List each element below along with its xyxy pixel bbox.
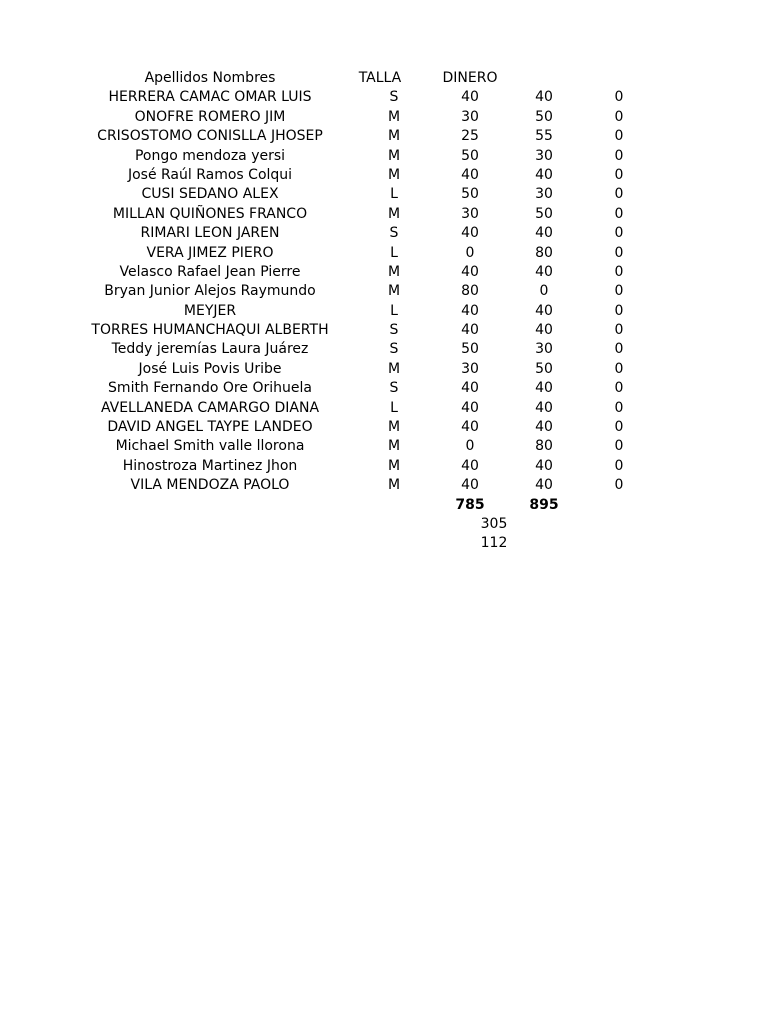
talla-cell: L — [390, 399, 398, 416]
value-a-cell: 40 — [461, 302, 479, 319]
value-a-cell: 0 — [465, 438, 475, 455]
value-a-cell: 50 — [461, 341, 479, 358]
value-a-cell: 40 — [461, 399, 479, 416]
talla-cell: M — [387, 419, 401, 436]
talla-cell: S — [389, 341, 399, 358]
value-b-cell: 50 — [535, 205, 553, 222]
talla-cell: S — [389, 89, 399, 106]
name-cell: Smith Fernando Ore Orihuela — [108, 380, 312, 397]
table-row — [0, 108, 768, 127]
value-b-cell: 40 — [535, 477, 553, 494]
total-b: 895 — [529, 496, 559, 513]
value-b-cell: 40 — [535, 457, 553, 474]
talla-cell: S — [389, 225, 399, 242]
talla-cell: M — [387, 128, 401, 145]
talla-cell: M — [387, 108, 401, 125]
value-b-cell: 40 — [535, 89, 553, 106]
table-row — [0, 127, 768, 146]
value-b-cell: 0 — [539, 283, 549, 300]
total-a: 785 — [455, 496, 485, 513]
spreadsheet-page — [0, 69, 768, 554]
value-c-cell: 0 — [614, 186, 624, 203]
table-row — [0, 302, 768, 321]
name-cell: Teddy jeremías Laura Juárez — [111, 341, 309, 358]
value-c-cell: 0 — [614, 477, 624, 494]
value-b-cell: 40 — [535, 419, 553, 436]
extra-row — [0, 534, 768, 553]
table-row — [0, 224, 768, 243]
value-a-cell: 40 — [461, 457, 479, 474]
value-a-cell: 40 — [461, 419, 479, 436]
table-row — [0, 244, 768, 263]
value-a-cell: 40 — [461, 322, 479, 339]
extra-value: 305 — [480, 515, 508, 532]
header-row — [0, 69, 768, 88]
totals-row — [0, 496, 768, 515]
value-a-cell: 0 — [465, 244, 475, 261]
value-a-cell: 40 — [461, 89, 479, 106]
talla-cell: M — [387, 205, 401, 222]
table-row — [0, 437, 768, 456]
name-cell: ONOFRE ROMERO JIM — [134, 108, 286, 125]
table-row — [0, 185, 768, 204]
extra-value: 112 — [480, 535, 508, 552]
value-c-cell: 0 — [614, 302, 624, 319]
value-a-cell: 40 — [461, 477, 479, 494]
value-c-cell: 0 — [614, 108, 624, 125]
value-b-cell: 50 — [535, 108, 553, 125]
value-b-cell: 40 — [535, 225, 553, 242]
name-cell: Hinostroza Martinez Jhon — [122, 457, 298, 474]
table-row — [0, 476, 768, 495]
table-row — [0, 166, 768, 185]
value-c-cell: 0 — [614, 166, 624, 183]
table-row — [0, 88, 768, 107]
value-c-cell: 0 — [614, 380, 624, 397]
value-b-cell: 40 — [535, 399, 553, 416]
talla-cell: M — [387, 147, 401, 164]
value-c-cell: 0 — [614, 457, 624, 474]
value-c-cell: 0 — [614, 341, 624, 358]
value-a-cell: 30 — [461, 360, 479, 377]
table-row — [0, 205, 768, 224]
value-a-cell: 40 — [461, 166, 479, 183]
value-a-cell: 30 — [461, 205, 479, 222]
value-c-cell: 0 — [614, 283, 624, 300]
name-cell: José Luis Povis Uribe — [138, 360, 282, 377]
table-row — [0, 147, 768, 166]
value-b-cell: 40 — [535, 166, 553, 183]
value-b-cell: 55 — [535, 128, 553, 145]
table-row — [0, 282, 768, 301]
name-cell: TORRES HUMANCHAQUI ALBERTH — [91, 322, 329, 339]
value-a-cell: 40 — [461, 225, 479, 242]
talla-cell: L — [390, 186, 398, 203]
value-b-cell: 40 — [535, 263, 553, 280]
table-row — [0, 379, 768, 398]
value-b-cell: 30 — [535, 147, 553, 164]
name-cell: AVELLANEDA CAMARGO DIANA — [100, 399, 320, 416]
value-a-cell: 40 — [461, 380, 479, 397]
value-c-cell: 0 — [614, 128, 624, 145]
table-row — [0, 457, 768, 476]
talla-cell: M — [387, 166, 401, 183]
table-row — [0, 263, 768, 282]
value-b-cell: 40 — [535, 380, 553, 397]
value-b-cell: 80 — [535, 438, 553, 455]
value-c-cell: 0 — [614, 225, 624, 242]
value-c-cell: 0 — [614, 205, 624, 222]
talla-cell: L — [390, 244, 398, 261]
talla-cell: M — [387, 283, 401, 300]
value-c-cell: 0 — [614, 263, 624, 280]
name-cell: VERA JIMEZ PIERO — [146, 244, 274, 261]
value-b-cell: 40 — [535, 322, 553, 339]
talla-cell: M — [387, 263, 401, 280]
value-c-cell: 0 — [614, 419, 624, 436]
table-row — [0, 399, 768, 418]
talla-cell: M — [387, 457, 401, 474]
name-cell: Bryan Junior Alejos Raymundo — [104, 283, 316, 300]
value-a-cell: 40 — [461, 263, 479, 280]
name-cell: DAVID ANGEL TAYPE LANDEO — [107, 419, 313, 436]
extra-row — [0, 515, 768, 534]
value-c-cell: 0 — [614, 322, 624, 339]
value-b-cell: 40 — [535, 302, 553, 319]
value-c-cell: 0 — [614, 244, 624, 261]
value-a-cell: 25 — [461, 128, 479, 145]
talla-cell: S — [389, 380, 399, 397]
name-cell: RIMARI LEON JAREN — [140, 225, 280, 242]
value-a-cell: 50 — [461, 147, 479, 164]
header-talla: TALLA — [358, 70, 402, 86]
value-c-cell: 0 — [614, 89, 624, 106]
table-row — [0, 418, 768, 437]
value-c-cell: 0 — [614, 147, 624, 164]
talla-cell: M — [387, 438, 401, 455]
table-row — [0, 321, 768, 340]
value-c-cell: 0 — [614, 399, 624, 416]
name-cell: CUSI SEDANO ALEX — [141, 186, 279, 203]
value-b-cell: 30 — [535, 186, 553, 203]
value-b-cell: 30 — [535, 341, 553, 358]
value-b-cell: 80 — [535, 244, 553, 261]
talla-cell: S — [389, 322, 399, 339]
name-cell: Velasco Rafael Jean Pierre — [119, 263, 301, 280]
header-dinero: DINERO — [442, 70, 498, 86]
value-c-cell: 0 — [614, 360, 624, 377]
table-row — [0, 340, 768, 359]
table-body — [0, 88, 768, 495]
name-cell: Michael Smith valle llorona — [115, 438, 305, 455]
table-row — [0, 360, 768, 379]
value-c-cell: 0 — [614, 438, 624, 455]
talla-cell: M — [387, 477, 401, 494]
value-b-cell: 50 — [535, 360, 553, 377]
name-cell: VILA MENDOZA PAOLO — [130, 477, 290, 494]
talla-cell: M — [387, 360, 401, 377]
name-cell: CRISOSTOMO CONISLLA JHOSEP — [97, 128, 323, 145]
name-cell: HERRERA CAMAC OMAR LUIS — [108, 89, 312, 106]
value-a-cell: 80 — [461, 283, 479, 300]
name-cell: MEYJER — [183, 302, 237, 319]
name-cell: José Raúl Ramos Colqui — [127, 166, 293, 183]
value-a-cell: 50 — [461, 186, 479, 203]
value-a-cell: 30 — [461, 108, 479, 125]
name-cell: MILLAN QUIÑONES FRANCO — [112, 205, 308, 222]
talla-cell: L — [390, 302, 398, 319]
name-cell: Pongo mendoza yersi — [134, 147, 286, 164]
header-name: Apellidos Nombres — [144, 70, 276, 86]
